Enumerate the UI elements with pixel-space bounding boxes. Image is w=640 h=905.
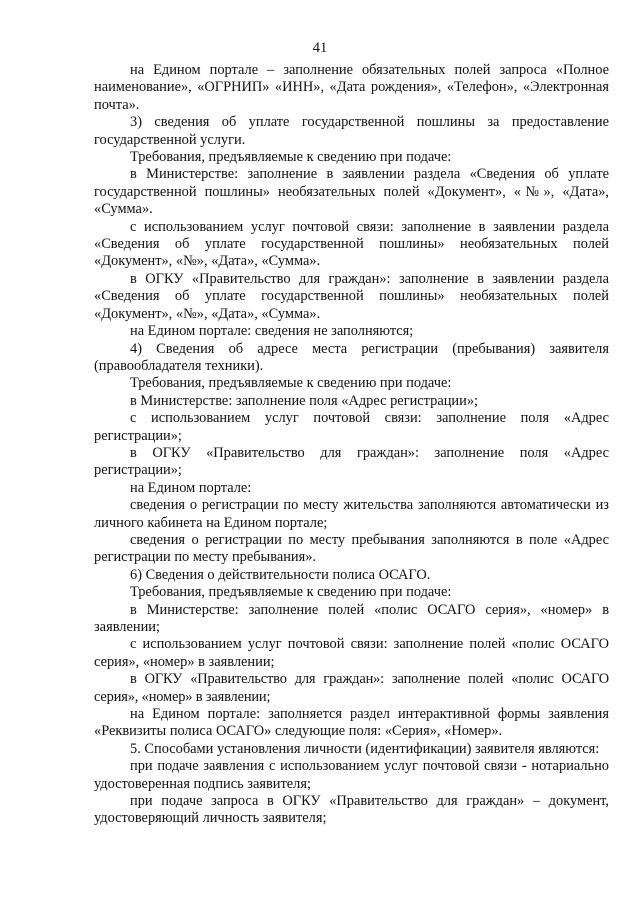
paragraph: сведения о регистрации по месту пребывания заполняются в поле «Адрес регистрации по месту пребывания». <box>94 531 609 566</box>
paragraph: с использованием услуг почтовой связи: заполнение поля «Адрес регистрации»; <box>94 410 609 444</box>
paragraph: в Министерстве: заполнение в заявлении раздела «Сведения об уплате государственной пошлины» необязательных полей «Документ», «№», «Дата», «Сумма». <box>94 166 609 218</box>
paragraph: на Едином портале – заполнение обязательных полей запроса «Полное наименование», «ОГРНИП» «ИНН», «Дата рождения», «Телефон», «Электронная почта». <box>94 62 609 113</box>
paragraph: с использованием услуг почтовой связи: заполнение в заявлении раздела «Сведения об уплате государственной пошлины» необязательных полей «Документ», «№», «Дата», «Сумма». <box>94 218 609 270</box>
paragraph: в Министерстве: заполнение полей «полис ОСАГО серия», «номер» в заявлении; <box>94 601 609 635</box>
paragraph: 3) сведения об уплате государственной пошлины за предоставление государственной услуги. <box>94 114 609 148</box>
paragraph: на Едином портале: сведения не заполняются; <box>130 323 414 340</box>
paragraph: 6) Сведения о действительности полиса ОСАГО. <box>130 566 431 583</box>
paragraph: с использованием услуг почтовой связи: заполнение полей «полис ОСАГО серия», «номер» в заявлении; <box>94 636 609 670</box>
paragraph: сведения о регистрации по месту жительства заполняются автоматически из личного кабинета на Едином портале; <box>94 497 609 531</box>
paragraph: 4) Сведения об адресе места регистрации (пребывания) заявителя (правообладателя техники). <box>94 340 609 374</box>
paragraph: при подаче запроса в ОГКУ «Правительство для граждан» – документ, удостоверяющий личность заявителя; <box>94 793 609 827</box>
document-body <box>94 62 609 828</box>
paragraph: в ОГКУ «Правительство для граждан»: заполнение полей «полис ОСАГО серия», «номер» в заявлении; <box>94 671 609 705</box>
paragraph: Требования, предъявляемые к сведению при подаче: <box>130 375 452 392</box>
paragraph: в ОГКУ «Правительство для граждан»: заполнение в заявлении раздела «Сведения об уплате государственной пошлины» необязательных полей «Документ», «№», «Дата», «Сумма». <box>94 270 609 322</box>
paragraph: на Едином портале: заполняется раздел интерактивной формы заявления «Реквизиты полиса ОСАГО» следующие поля: «Серия», «Номер». <box>94 706 609 740</box>
paragraph: в ОГКУ «Правительство для граждан»: заполнение поля «Адрес регистрации»; <box>94 444 609 479</box>
paragraph: Требования, предъявляемые к сведению при подаче: <box>130 584 452 601</box>
paragraph: Требования, предъявляемые к сведению при подаче: <box>130 149 452 166</box>
page-number: 41 <box>312 40 328 56</box>
paragraph: на Едином портале: <box>130 479 252 496</box>
paragraph: при подаче заявления с использованием услуг почтовой связи - нотариально удостоверенная подпись заявителя; <box>94 758 609 792</box>
paragraph: в Министерстве: заполнение поля «Адрес регистрации»; <box>130 392 479 409</box>
paragraph: 5. Способами установления личности (идентификации) заявителя являются: <box>130 740 600 757</box>
